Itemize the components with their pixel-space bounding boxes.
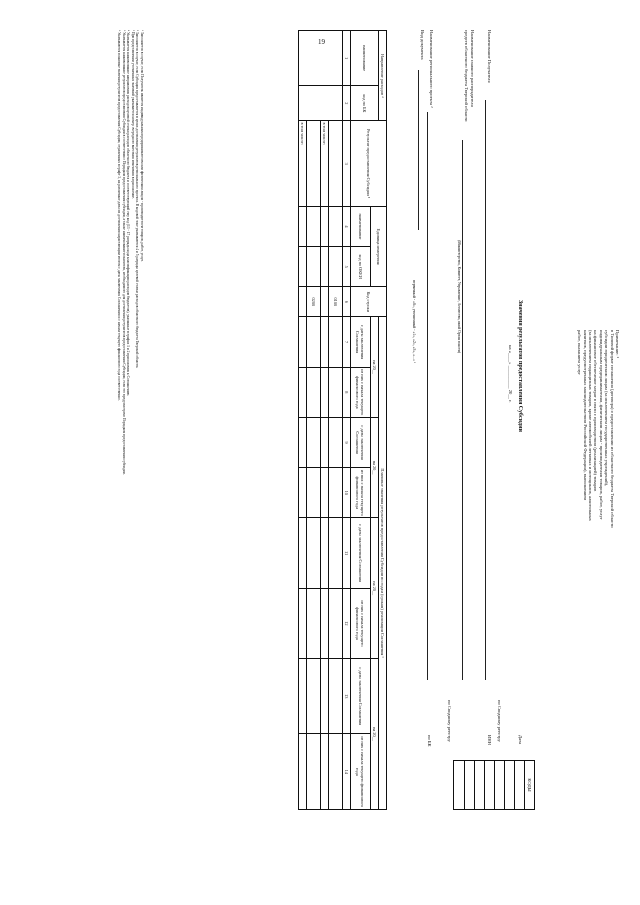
cell-in-that: в том числе: [321,121,329,206]
col-number: 10 [343,468,351,518]
col-number: 5 [343,247,351,287]
th-from-year-start: из них с начала текущего финансового года [351,588,371,658]
doc-type-caption: первичный - «0», уточненный - «1», «2», «3», «...» ³ [412,280,416,363]
codes-header: КОДЫ [524,761,534,809]
cell-unit-okei [329,247,343,287]
cell-result [329,121,343,206]
th-from-year-start: из них с начала текущего финансового года [351,468,371,518]
label-svodny-reestr: по Сводному реестру [497,700,502,742]
footnote: ² Заполняется в случае, если Субсидия предоставляется в целях достижения результатов регионального проекта. В кодовой зоне указываются 4 и 5 разряды целевой статьи расходов областного бюджета Тверской области. [135,30,140,369]
cell-in-that: в том числе: [299,121,307,206]
grbs-caption: (Министерство, Комитет, Управление, Агентство, иной Орган власти) [457,240,461,354]
page-number: 19 [318,38,325,46]
cell-row-code: 0100 [329,287,343,317]
th-unit-name: наименование [351,206,371,246]
th-period-3: на 20__ [371,518,379,659]
codes-cell [454,761,464,809]
col-number: 6 [343,287,351,317]
footnote: ¹ Заполняется в случае, если Получатель является индивидуальным предпринимателем или физическим лицом - производителем товаров, работ, услуг. [140,30,144,262]
th-from-date: с даты заключения Соглашения [351,417,371,467]
grbs-field-line [462,140,463,680]
cell-code-bk [299,86,343,121]
codes-cell [464,761,474,809]
col-number: 12 [343,588,351,658]
label-grbs-1: Наименование главного распорядителя [470,30,475,107]
footnote: ³ При представлении уточненных значений указывается номер очередного внесения изменения в приложение. [130,30,135,199]
label-bk: по БК [427,735,432,747]
col-number: 8 [343,367,351,417]
th-unit: Единица измерения [371,206,387,286]
appendix-line: работ, оказанием услуг [577,330,583,376]
th-planned: Плановые значения результатов предоставления Субсидии по годам (срокам) реализации Соглашения ⁶ [379,317,387,810]
appendix-line: индивидуальным предпринимателям, физическим лицам - производителям товаров, работ, услуг [598,330,604,520]
codes-box [453,760,535,810]
col-number: 13 [343,659,351,734]
footnote: ⁵ Указывается наименование результатов предоставления Субсидии в соответствии с Порядком предоставления субсидии, а также наименование показателя, необходимого для достижения результатов предоставления Субсидии, если это предусмотрено Порядком предоставления субсидии. [121,30,126,475]
cell-row-code: 0200 [307,287,321,317]
th-code-bk: код по БК [351,86,379,121]
th-row-code: Код строки [351,287,387,317]
col-number: 7 [343,317,351,367]
col-number: 4 [343,206,351,246]
th-unit-okei: код по ОКЕИ [351,247,371,287]
th-from-date: с даты заключения Соглашения [351,659,371,734]
codes-cell [484,761,494,809]
appendix-line: в Типовой форме соглашения (договора) о предоставлении из областного бюджета Тверской области [609,330,615,528]
col-number: 3 [343,121,351,206]
codes-cell [494,761,504,809]
form-title: Значения результатов предоставления Субсидии [517,300,523,432]
footnotes [116,30,144,820]
recipient-field-line [485,100,486,680]
col-number: 2 [343,86,351,121]
codes-cell [474,761,484,809]
label-project: Наименование регионального проекта ² [429,30,434,108]
th-from-date: с даты заключения Соглашения [351,518,371,588]
doc-type-field-line [418,70,419,230]
form-date-line: на «____» __________ 20__ г. [508,345,513,403]
table-row [321,31,329,810]
appendix-line: Примечание: ¹ [615,330,620,359]
results-table [298,30,387,810]
table-row [329,31,343,810]
label-date: Дата [518,735,523,745]
th-result: Результат предоставления Субсидии ⁵ [351,121,387,206]
cell-unit-okei [307,247,321,287]
cell-direction-name [299,31,343,86]
appendix-note [577,330,620,810]
codes-cell [514,761,524,809]
cell-unit-name [329,206,343,246]
footnote: ⁶ Указываются плановые значения результатов предоставления Субсидии, отраженных в графе 3, на различные даты их достижения нарастающим итогом с даты заключения Соглашения и с начала текущего финансового года соответственно. [117,30,122,401]
th-from-year-start: из них с начала текущего финансового года [351,367,371,417]
th-from-year-start: из них с начала текущего финансового года [351,734,371,810]
cell-unit-name [307,206,321,246]
rotated-form [80,0,640,840]
footnote: ⁴ Указывается наименование направления расходов целевой статьи расходов областного бюджета и соответствующий ему код (13 - 17 разряды кода классификации расходов бюджетов), указанные в графах 1 и 2 приложения к Соглашению. [126,30,131,397]
th-from-date: с даты заключения Соглашения [351,317,371,367]
codes-cell [504,761,514,809]
col-number: 14 [343,734,351,810]
th-period-2: на 20__ [371,417,379,518]
appendix-line: субсидии юридическим лицам (за исключением государственных учреждений), [604,330,610,487]
appendix-line: (за исключением подакцизных товаров, кроме автомобилей легковых и мотоциклов, алкогольных [587,330,593,521]
label-grbs-2: средств областного бюджета Тверской области [464,30,469,122]
appendix-line: напитков, предусмотренных законодательством Российской Федерации), выполнением [582,330,588,501]
table-row [299,31,307,810]
th-direction: Направление расходов ⁴ [379,31,387,121]
th-period-1: на 20__ [371,317,379,418]
cell-result [307,121,321,206]
label-inn: ИНН [487,735,492,745]
label-doc-type: Вид документа [420,30,425,60]
th-direction-name: наименование [351,31,379,86]
th-period-4: на 20__ [371,659,379,810]
appendix-line: на финансовое обеспечение затрат в связи с производством (реализацией) товаров [593,330,599,492]
col-number: 11 [343,518,351,588]
col-number: 9 [343,417,351,467]
project-field-line [427,112,428,680]
label-recipient: Наименование Получателя [487,30,492,83]
table-row [307,31,321,810]
label-svodny-reestr-2: по Сводному реестру [447,700,452,742]
col-number: 1 [343,31,351,86]
